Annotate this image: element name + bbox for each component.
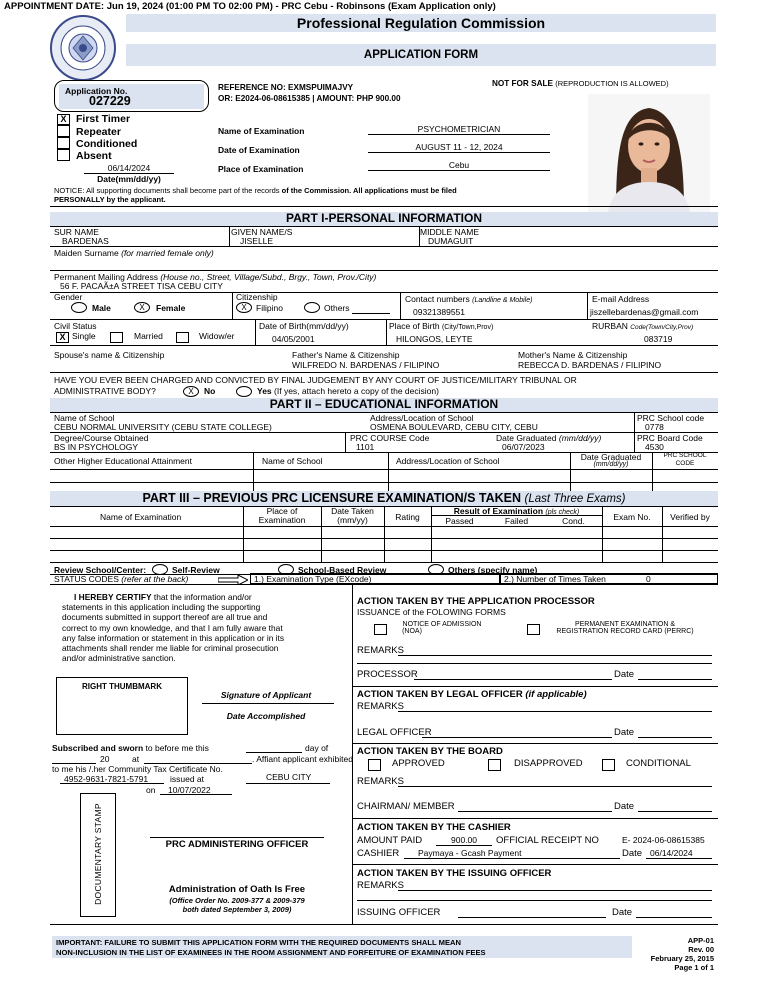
maiden-surname-label: Maiden Surname (for married female only) bbox=[54, 248, 214, 258]
charged-no-radio[interactable]: X bbox=[183, 386, 199, 397]
female-radio[interactable]: X bbox=[134, 302, 150, 313]
school-address: OSMENA BOULEVARD, CEBU CITY, CEBU bbox=[370, 422, 538, 432]
board-code: 4530 bbox=[645, 442, 664, 452]
appointment-banner: APPOINTMENT DATE: Jun 19, 2024 (01:00 PM TO 02:00 PM) - PRC Cebu - Robinsons (Exam Application only) bbox=[4, 1, 496, 12]
address-label: Permanent Mailing Address (House no., Street, Village/Subd., Brgy., Town, Prov./City) bbox=[54, 272, 377, 282]
applicant-photo bbox=[588, 94, 710, 212]
notice-line-1: NOTICE: All supporting documents shall become part of the records of the Commission. All applications must be filed bbox=[54, 186, 457, 195]
cashier-title: ACTION TAKEN BY THE CASHIER bbox=[357, 822, 511, 833]
noa-checkbox[interactable] bbox=[374, 624, 387, 635]
widow-checkbox[interactable] bbox=[176, 332, 189, 343]
form-title: APPLICATION FORM bbox=[363, 49, 479, 61]
not-for-sale: NOT FOR SALE (REPRODUCTION IS ALLOWED) bbox=[492, 79, 669, 88]
ctc-number: 4952-9631-7821-5791 bbox=[64, 774, 149, 784]
filed-date: 06/14/2024 bbox=[107, 163, 151, 173]
given-name: JISELLE bbox=[240, 236, 274, 246]
right-thumbmark-box[interactable]: RIGHT THUMBMARK bbox=[56, 677, 188, 735]
rurban-label: RURBAN Code(Town/City,Prov) bbox=[592, 321, 694, 331]
part2-title: PART II – EDUCATIONAL INFORMATION bbox=[269, 397, 499, 411]
times-taken-value: 0 bbox=[646, 574, 651, 584]
perrc-checkbox[interactable] bbox=[527, 624, 540, 635]
school-name: CEBU NORMAL UNIVERSITY (CEBU STATE COLLEGE) bbox=[54, 422, 272, 432]
certification-text: I HEREBY CERTIFY that the information and/or statements in this application including the supporting documents submitted in support thereof are all true and correct to my own knowledge, and that I am fully aware that any false information or statement in this application or in its attachments shall render me liable for criminal prosecution and/or administrative sanction. bbox=[62, 592, 285, 664]
single-checkbox[interactable]: X bbox=[56, 332, 69, 343]
charged-question-2: ADMINISTRATIVE BODY? bbox=[54, 386, 156, 396]
notice-line-2: PERSONALLY by the applicant. bbox=[54, 195, 166, 204]
contact-number: 09321389551 bbox=[413, 307, 466, 317]
contact-label: Contact numbers (Landline & Mobile) bbox=[405, 294, 533, 304]
documentary-stamp-box: DOCUMENTARY STAMP bbox=[80, 793, 116, 917]
part3-title: PART III – PREVIOUS PRC LICENSURE EXAMINATION/S TAKEN (Last Three Exams) bbox=[142, 491, 626, 505]
married-checkbox[interactable] bbox=[110, 332, 123, 343]
exam-date: AUGUST 11 - 12, 2024 bbox=[415, 142, 503, 152]
cashier-payment: Paymaya - Gcash Payment bbox=[418, 848, 522, 858]
footer-warning-1: IMPORTANT: FAILURE TO SUBMIT THIS APPLICATION FORM WITH THE REQUIRED DOCUMENTS SHALL MEAN bbox=[56, 938, 461, 947]
school-code: 0778 bbox=[645, 422, 664, 432]
prc-seal bbox=[48, 14, 118, 82]
sworn-line-1: Subscribed and sworn to before me this bbox=[52, 743, 209, 753]
status-codes-label: STATUS CODES (refer at the back) bbox=[54, 574, 189, 584]
grad-label: Date Graduated (mm/dd/yy) bbox=[496, 433, 602, 443]
oath-title: Administration of Oath Is Free bbox=[168, 884, 306, 895]
approved-checkbox[interactable] bbox=[368, 759, 381, 771]
signature-label: Signature of Applicant bbox=[220, 690, 312, 700]
first-timer-checkbox[interactable]: X bbox=[57, 114, 70, 125]
amount-paid: 900.00 bbox=[451, 835, 477, 845]
date-accomplished-label: Date Accomplished bbox=[226, 711, 306, 721]
result-header: Result of Examination (pls check) bbox=[453, 506, 580, 516]
reference-number: REFERENCE NO: EXMSPUIMAJVY bbox=[218, 83, 354, 92]
processor-title: ACTION TAKEN BY THE APPLICATION PROCESSOR bbox=[357, 596, 595, 607]
part1-title: PART I-PERSONAL INFORMATION bbox=[286, 211, 482, 225]
ctc-date: 10/07/2022 bbox=[168, 785, 211, 795]
issuing-title: ACTION TAKEN BY THE ISSUING OFFICER bbox=[357, 868, 552, 879]
application-number: 027229 bbox=[89, 94, 131, 108]
form-code: APP-01 bbox=[687, 936, 714, 945]
email-address: jiszellebardenas@gmail.com bbox=[590, 307, 699, 317]
header-title: Professional Regulation Commission bbox=[296, 15, 546, 31]
application-number-box: Application No. 027229 bbox=[54, 80, 209, 112]
footer-warning-2: NON-INCLUSION IN THE LIST OF EXAMINEES IN THE ROOM ASSIGNMENT AND FORFEITURE OF EXAMINATION FEES bbox=[56, 948, 486, 957]
place-of-birth: HILONGOS, LEYTE bbox=[396, 334, 473, 344]
disapproved-checkbox[interactable] bbox=[488, 759, 501, 771]
mailing-address: 56 F. PACAÃ±A STREET TISA CEBU CITY bbox=[60, 281, 223, 291]
conditional-checkbox[interactable] bbox=[602, 759, 615, 771]
official-receipt-number: E- 2024-06-08615385 bbox=[622, 835, 705, 845]
legal-title: ACTION TAKEN BY LEGAL OFFICER (if applicable) bbox=[357, 689, 587, 700]
mother-name: REBECCA D. BARDENAS / FILIPINO bbox=[518, 360, 662, 370]
absent-checkbox[interactable] bbox=[57, 149, 70, 161]
father-name: WILFREDO N. BARDENAS / FILIPINO bbox=[292, 360, 440, 370]
surname: BARDENAS bbox=[62, 236, 109, 246]
exam-name: PSYCHOMETRICIAN bbox=[417, 124, 501, 134]
charged-yes-radio[interactable] bbox=[236, 386, 252, 397]
others-citizenship-radio[interactable] bbox=[304, 302, 320, 313]
exam-place: Cebu bbox=[448, 160, 470, 170]
ctc-place: CEBU CITY bbox=[266, 772, 312, 782]
conditioned-checkbox[interactable] bbox=[57, 137, 70, 149]
cashier-date: 06/14/2024 bbox=[650, 848, 693, 858]
administering-officer: PRC ADMINISTERING OFFICER bbox=[165, 839, 309, 850]
male-radio[interactable] bbox=[71, 302, 87, 313]
middle-name: DUMAGUIT bbox=[428, 236, 474, 246]
pob-label: Place of Birth (City/Town,Prov) bbox=[389, 321, 494, 331]
date-graduated: 06/07/2023 bbox=[502, 442, 545, 452]
degree: BS IN PSYCHOLOGY bbox=[54, 442, 139, 452]
filipino-radio[interactable]: X bbox=[236, 302, 252, 313]
course-code: 1101 bbox=[356, 442, 375, 452]
repeater-checkbox[interactable] bbox=[57, 125, 70, 137]
rurban-code: 083719 bbox=[644, 334, 673, 344]
charged-question-1: HAVE YOU EVER BEEN CHARGED AND CONVICTED BY FINAL JUDGEMENT BY ANY COURT OF JUSTICE/MILITARY TRIBUNAL OR bbox=[54, 375, 577, 385]
or-amount: OR: E2024-06-08615385 | AMOUNT: PHP 900.00 bbox=[218, 94, 401, 103]
date-of-birth: 04/05/2001 bbox=[272, 334, 315, 344]
arrow-right-icon bbox=[218, 575, 248, 587]
board-title: ACTION TAKEN BY THE BOARD bbox=[357, 746, 503, 757]
charged-yes-label: Yes (If yes, attach hereto a copy of the decision) bbox=[257, 386, 439, 396]
